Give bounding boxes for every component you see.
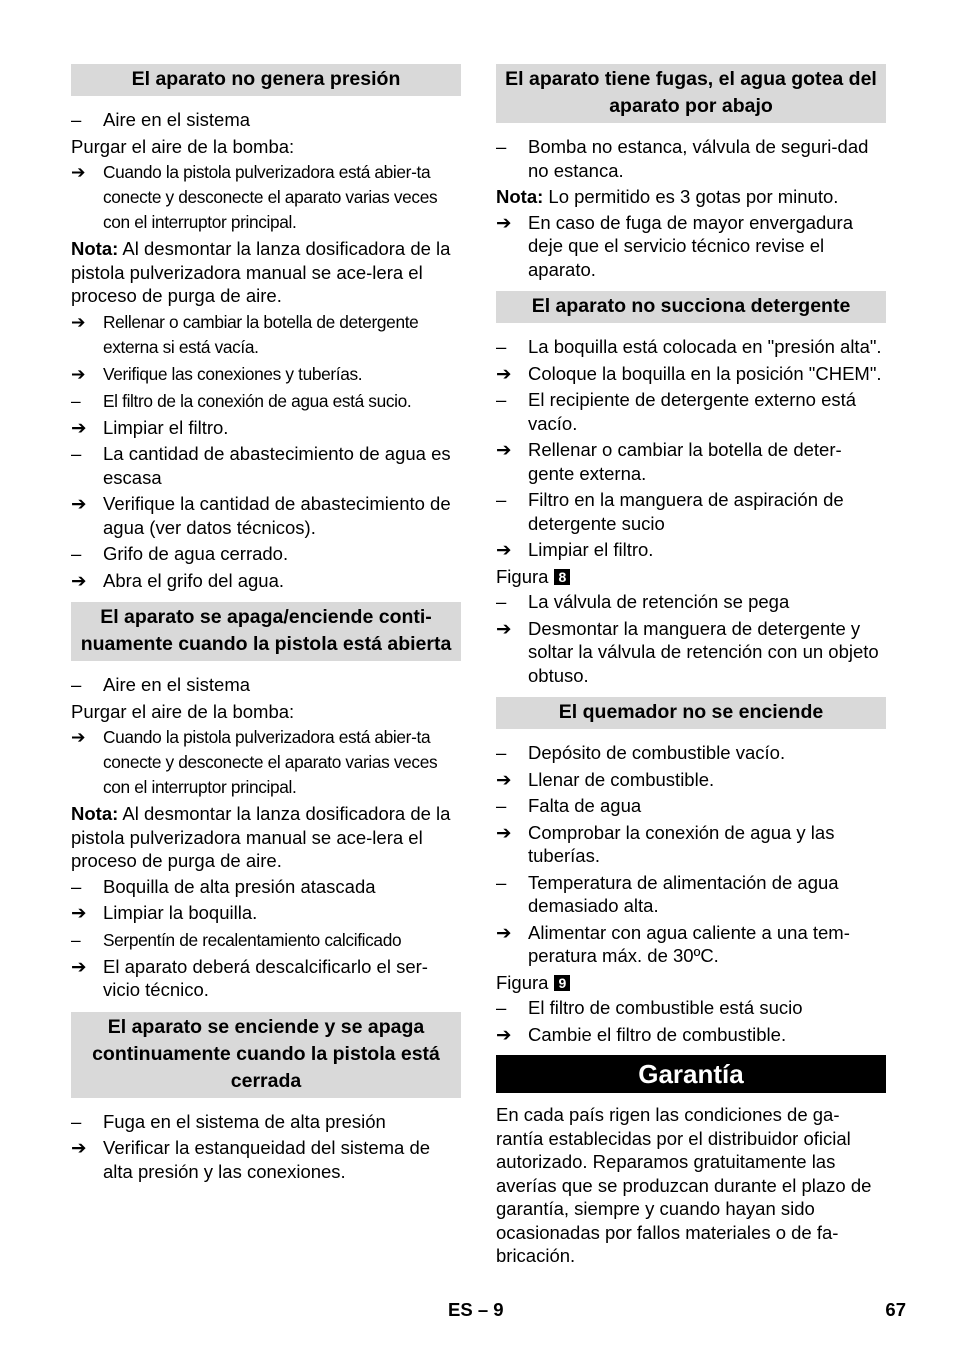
- arrow-right-icon: ➔: [496, 768, 512, 790]
- instruction-item: [496, 362, 886, 386]
- dash-marker: –: [71, 929, 81, 950]
- dash-marker: –: [496, 742, 507, 763]
- heading-cycling-closed: El aparato se enciende y se apaga continuamente cuando la pistola está cerrada: [71, 1012, 461, 1098]
- right-column: [496, 64, 886, 1270]
- note: [71, 237, 461, 308]
- heading-warranty: Garantía: [496, 1055, 886, 1093]
- cause-item: [496, 335, 886, 359]
- section-no-detergent: [496, 335, 886, 687]
- instruction-item: [496, 211, 886, 282]
- dash-marker: –: [71, 875, 82, 897]
- footer-separator: –: [477, 1299, 489, 1320]
- note-text: Al desmontar la lanza dosificadora de la pistola pulverizadora manual se ace-lera el proceso de purga de aire.: [71, 238, 451, 306]
- dash-marker: –: [496, 795, 507, 816]
- arrow-right-icon: ➔: [496, 362, 512, 384]
- figure-number-badge: 8: [554, 569, 570, 585]
- section-cycling-open: [71, 673, 461, 1002]
- section-cycling-closed: [71, 1110, 461, 1184]
- instruction-item: [71, 310, 461, 360]
- footer-section-page: 9: [493, 1299, 504, 1320]
- section-no-pressure: [71, 108, 461, 592]
- arrow-right-icon: ➔: [71, 727, 86, 747]
- item-text: Bomba no estanca, válvula de seguri-dad no estanca.: [528, 136, 869, 181]
- cause-item: [71, 1110, 461, 1134]
- heading-no-pressure: El aparato no genera presión: [71, 64, 461, 96]
- section-burner: [496, 741, 886, 1046]
- item-text: El aparato deberá descalcificarlo el ser-vicio técnico.: [103, 955, 428, 1000]
- dash-marker: –: [496, 489, 507, 510]
- heading-no-detergent: El aparato no succiona detergente: [496, 291, 886, 323]
- arrow-right-icon: ➔: [496, 821, 512, 843]
- note-text: Lo permitido es 3 gotas por minuto.: [543, 186, 839, 207]
- instruction-item: [496, 438, 886, 485]
- arrow-right-icon: ➔: [496, 617, 512, 639]
- item-text: La boquilla está colocada en "presión alta".: [528, 336, 882, 357]
- dash-marker: –: [71, 543, 82, 564]
- arrow-right-icon: ➔: [496, 921, 512, 943]
- arrow-right-icon: ➔: [71, 902, 87, 923]
- figure-reference: [496, 971, 886, 995]
- dash-marker: –: [71, 674, 82, 695]
- arrow-right-icon: ➔: [496, 1023, 512, 1045]
- heading-cycling-open: El aparato se apaga/enciende conti-nuamente cuando la pistola está abierta: [71, 602, 461, 661]
- left-column: [71, 64, 461, 1186]
- item-text: Cuando la pistola pulverizadora está abier-ta conecte y desconecte el aparato varias veces con el interruptor principal.: [103, 727, 438, 797]
- item-text: Verifique las conexiones y tuberías.: [103, 363, 363, 384]
- footer-lang: ES: [448, 1299, 473, 1320]
- figure-label: Figura: [496, 565, 549, 587]
- note-label: Nota:: [71, 803, 119, 824]
- item-text: Boquilla de alta presión atascada: [103, 875, 376, 897]
- dash-marker: –: [496, 389, 507, 410]
- paragraph: Purgar el aire de la bomba:: [71, 135, 295, 157]
- dash-marker: –: [71, 1110, 82, 1132]
- item-text: El recipiente de detergente externo está vacío.: [528, 389, 857, 434]
- arrow-right-icon: ➔: [71, 162, 86, 182]
- cause-item: [496, 996, 886, 1020]
- instruction-item: [71, 955, 461, 1002]
- cause-item: [496, 741, 886, 765]
- cause-item: [71, 673, 461, 697]
- item-text: Cuando la pistola pulverizadora está abier-ta conecte y desconecte el aparato varias veces con el interruptor principal.: [103, 162, 438, 232]
- instruction-item: [71, 901, 461, 925]
- instruction-item: [496, 1023, 886, 1047]
- instruction-item: [71, 569, 461, 593]
- item-text: Temperatura de alimentación de agua demasiado alta.: [528, 871, 839, 916]
- instruction-item: [71, 1136, 461, 1183]
- instruction-item: [496, 617, 886, 688]
- dash-marker: –: [71, 390, 81, 411]
- arrow-right-icon: ➔: [496, 439, 512, 460]
- page-number: 67: [885, 1299, 906, 1320]
- note-text: Al desmontar la lanza dosificadora de la pistola pulverizadora manual se ace-lera el proceso de purga de aire.: [71, 803, 451, 871]
- dash-marker: –: [71, 109, 82, 130]
- note-label: Nota:: [71, 238, 119, 259]
- item-text: Serpentín de recalentamiento calcificado: [103, 929, 402, 950]
- item-text: El filtro de combustible está sucio: [528, 997, 803, 1018]
- arrow-right-icon: ➔: [71, 569, 87, 591]
- instruction-item: [71, 492, 461, 539]
- cause-item: [496, 488, 886, 535]
- arrow-right-icon: ➔: [496, 539, 512, 560]
- item-text: Verificar la estanqueidad del sistema de alta presión y las conexiones.: [103, 1137, 431, 1182]
- arrow-right-icon: ➔: [496, 211, 512, 233]
- note: [496, 185, 886, 209]
- item-text: Aire en el sistema: [103, 109, 251, 130]
- item-text: Aire en el sistema: [103, 674, 251, 695]
- paragraph: Purgar el aire de la bomba:: [71, 700, 295, 722]
- cause-item: [71, 389, 461, 414]
- instruction-item: [496, 921, 886, 968]
- figure-label: Figura: [496, 971, 549, 993]
- arrow-right-icon: ➔: [71, 493, 87, 514]
- dash-marker: –: [496, 997, 507, 1018]
- item-text: Comprobar la conexión de agua y las tuberías.: [528, 821, 835, 866]
- instruction-item: [496, 768, 886, 792]
- item-text: Fuga en el sistema de alta presión: [103, 1110, 386, 1132]
- dash-marker: –: [496, 336, 507, 357]
- item-text: Abra el grifo del agua.: [103, 569, 285, 591]
- item-text: Limpiar la boquilla.: [103, 902, 258, 923]
- footer-section: [448, 1298, 504, 1322]
- figure-reference: [496, 565, 886, 589]
- item-text: Cambie el filtro de combustible.: [528, 1023, 787, 1045]
- cause-item: [71, 928, 461, 953]
- instruction-item: [496, 538, 886, 562]
- cause-item: [496, 871, 886, 918]
- instruction-item: [71, 416, 461, 440]
- warranty-text: En cada país rigen las condiciones de ga-rantía establecidas por el distribuidor oficial autorizado. Reparamos gratuitamente las averías que se produzcan durante el plazo de garantía, siempre y cuando hayan sido ocasionadas por fallos materiales o de fa-bricación.: [496, 1104, 872, 1266]
- heading-leaks: El aparato tiene fugas, el agua gotea del aparato por abajo: [496, 64, 886, 123]
- item-text: Rellenar o cambiar la botella de detergente externa si está vacía.: [103, 311, 419, 357]
- item-text: Alimentar con agua caliente a una tem-peratura máx. de 30ºC.: [528, 921, 850, 966]
- instruction-item: [71, 160, 461, 235]
- item-text: Coloque la boquilla en la posición "CHEM".: [528, 362, 882, 384]
- section-leaks: [496, 135, 886, 281]
- heading-burner: El quemador no se enciende: [496, 697, 886, 729]
- item-text: Filtro en la manguera de aspiración de detergente sucio: [528, 489, 844, 534]
- item-text: Limpiar el filtro.: [528, 539, 654, 560]
- cause-item: [71, 442, 461, 489]
- cause-item: [71, 875, 461, 899]
- cause-item: [71, 108, 461, 132]
- item-text: Llenar de combustible.: [528, 768, 715, 790]
- note: [71, 802, 461, 873]
- cause-item: [496, 388, 886, 435]
- figure-number-badge: 9: [554, 975, 570, 991]
- item-text: Rellenar o cambiar la botella de deter-gente externa.: [528, 439, 842, 484]
- dash-marker: –: [496, 136, 507, 157]
- item-text: La cantidad de abastecimiento de agua es escasa: [103, 443, 451, 488]
- arrow-right-icon: ➔: [71, 1137, 87, 1158]
- dash-marker: –: [71, 443, 82, 464]
- arrow-right-icon: ➔: [71, 416, 87, 438]
- item-text: Verifique la cantidad de abastecimiento de agua (ver datos técnicos).: [103, 493, 451, 538]
- dash-marker: –: [496, 591, 507, 612]
- item-text: Desmontar la manguera de detergente y soltar la válvula de retención con un objeto obtuso.: [528, 617, 879, 686]
- note-label: Nota:: [496, 186, 544, 207]
- item-text: Falta de agua: [528, 795, 642, 816]
- item-text: Limpiar el filtro.: [103, 416, 229, 438]
- item-text: La válvula de retención se pega: [528, 591, 790, 612]
- cause-item: [496, 135, 886, 182]
- cause-item: [496, 590, 886, 614]
- instruction-item: [71, 362, 461, 387]
- item-text: Grifo de agua cerrado.: [103, 543, 289, 564]
- instruction-item: [496, 821, 886, 868]
- dash-marker: –: [496, 871, 507, 893]
- item-text: El filtro de la conexión de agua está sucio.: [103, 390, 412, 411]
- arrow-right-icon: ➔: [71, 311, 86, 332]
- item-text: Depósito de combustible vacío.: [528, 742, 786, 763]
- arrow-right-icon: ➔: [71, 363, 86, 384]
- item-text: En caso de fuga de mayor envergadura deje que el servicio técnico revise el aparato.: [528, 211, 853, 280]
- cause-item: [71, 542, 461, 566]
- arrow-right-icon: ➔: [71, 955, 87, 977]
- cause-item: [496, 794, 886, 818]
- instruction-item: [71, 725, 461, 800]
